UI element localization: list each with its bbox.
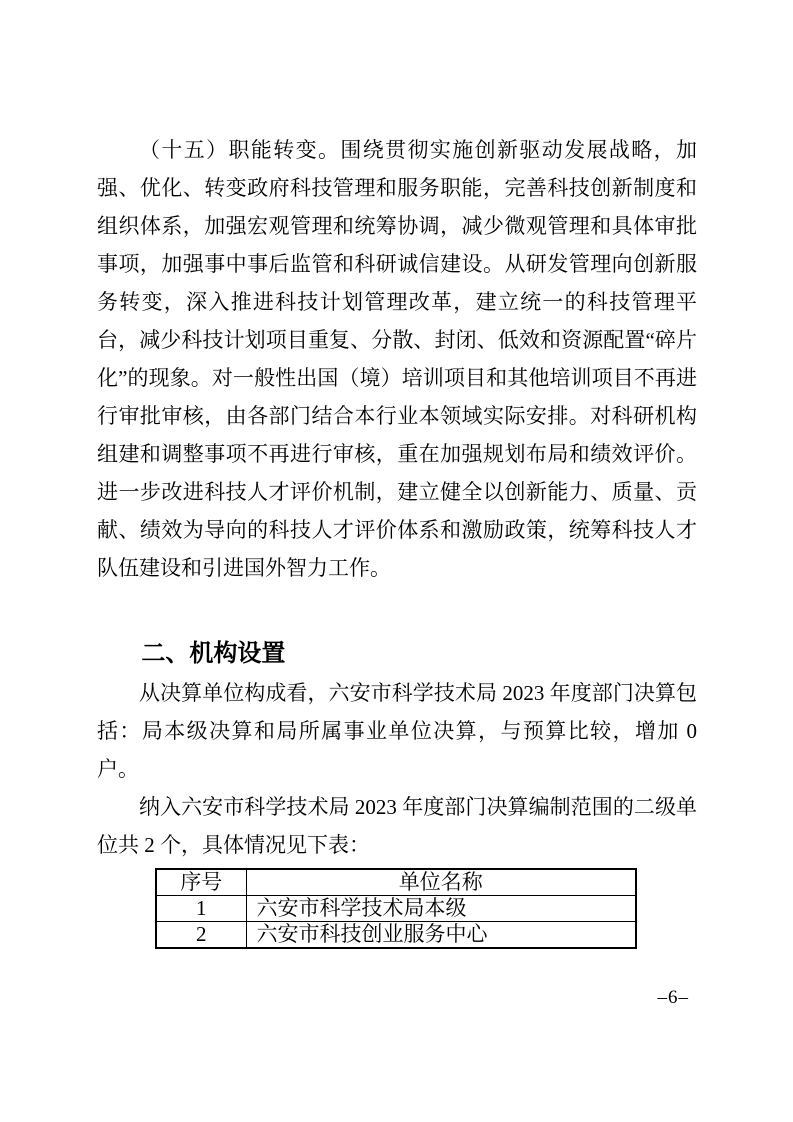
section-heading-organization-setup: 二、机构设置 [141, 640, 286, 667]
units-table-cell-index: 2 [156, 922, 246, 949]
units-table-cell-unit-name: 六安市科学技术局本级 [246, 896, 636, 922]
units-table-header-index: 序号 [156, 869, 246, 896]
units-table-cell-unit-name: 六安市科技创业服务中心 [246, 922, 636, 949]
units-table-header-row [156, 869, 636, 896]
paragraph-function-transformation: （十五）职能转变。围绕贯彻实施创新驱动发展战略，加强、优化、转变政府科技管理和服务职能，完善科技创新制度和组织体系，加强宏观管理和统筹协调，减少微观管理和具体审批事项，加强事中事后监管和科研诚信建设。从研发管理向创新服务转变，深入推进科技计划管理改革，建立统一的科技管理平台，减少科技计划项目重复、分散、封闭、低效和资源配置“碎片化”的现象。对一般性出国（境）培训项目和其他培训项目不再进行审批审核，由各部门结合本行业本领域实际安排。对科研机构组建和调整事项不再进行审核，重在加强规划布局和绩效评价。进一步改进科技人才评价机制，建立健全以创新能力、质量、贡献、绩效为导向的科技人才评价体系和激励政策，统筹科技人才队伍建设和引进国外智力工作。 [97, 138, 697, 580]
paragraph-unit-composition: 从决算单位构成看，六安市科学技术局 2023 年度部门决算包括：局本级决算和局所属事业单位决算，与预算比较，增加 0 户。 [97, 681, 697, 781]
paragraph-secondary-units: 纳入六安市科学技术局 2023 年度部门决算编制范围的二级单位共 2 个，具体情况见下表： [97, 795, 697, 857]
page-number: –6– [657, 987, 689, 1008]
units-table-header-unit-name: 单位名称 [246, 869, 636, 896]
units-table-row [156, 896, 636, 922]
units-table [155, 868, 637, 949]
units-table-row [156, 922, 636, 949]
units-table-cell-index: 1 [156, 896, 246, 922]
document-content [0, 131, 793, 949]
